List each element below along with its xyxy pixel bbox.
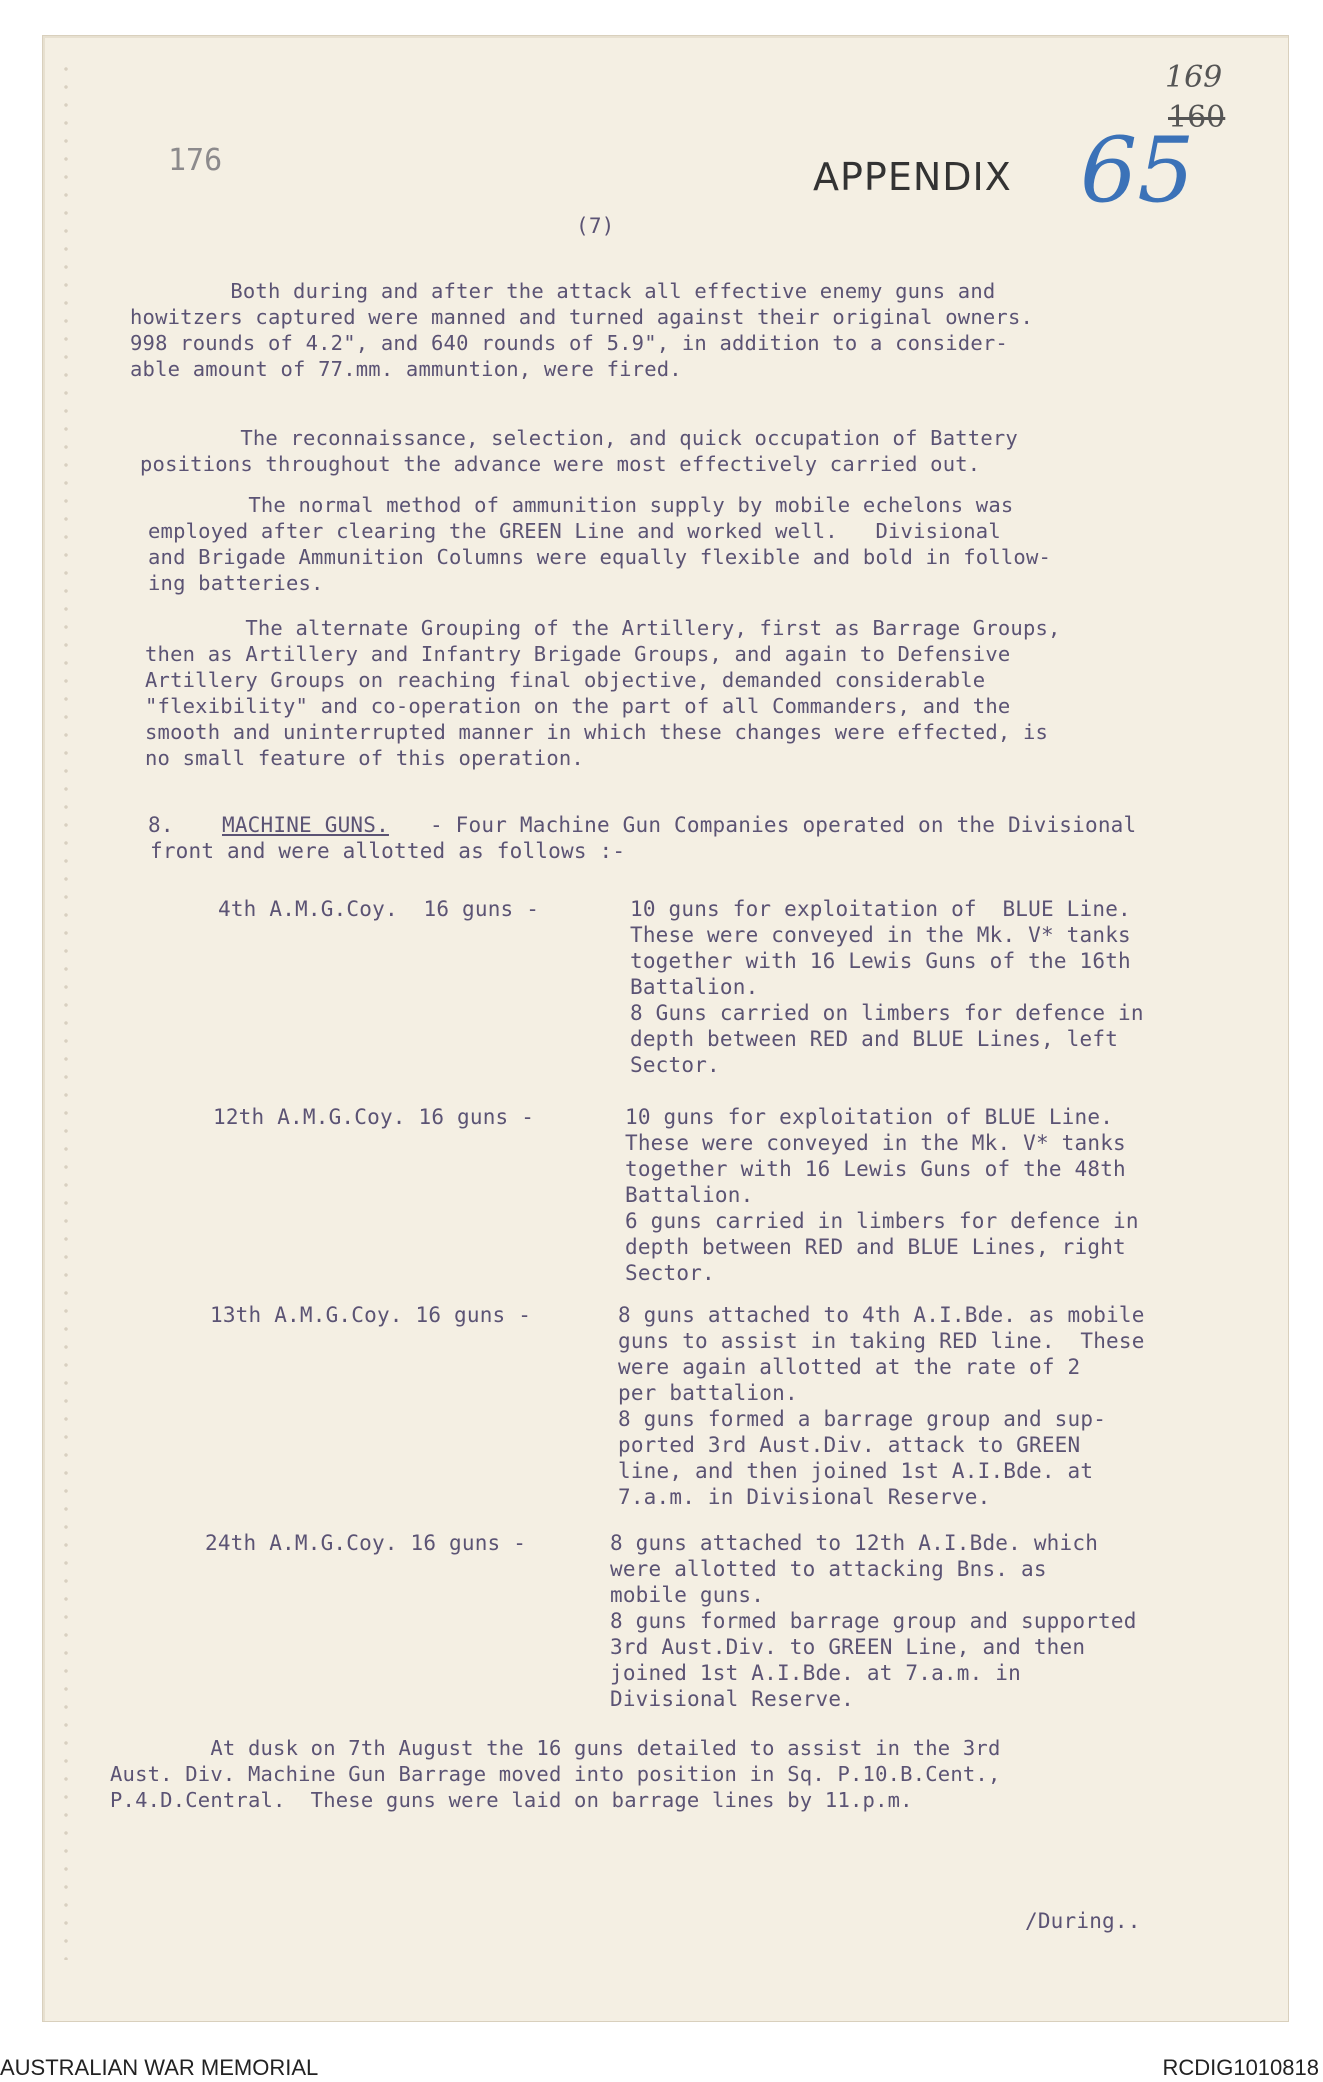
section-number: 8. <box>148 813 174 837</box>
company-12-unit: 12th A.M.G.Coy. 16 guns - <box>213 1105 535 1129</box>
continuation-catchword: /During.. <box>1025 1909 1141 1933</box>
company-12-detail: 10 guns for exploitation of BLUE Line. These were conveyed in the Mk. V* tanks together with 16 Lewis Guns of the 48th Battalion. 6 guns carried in limbers for defence in depth between RED and BLUE Lines, right Sector. <box>625 1105 1139 1285</box>
footer-reference: RCDIG1010818 <box>1162 2055 1319 2080</box>
page-number-old: 160 <box>1168 100 1226 135</box>
company-24-unit: 24th A.M.G.Coy. 16 guns - <box>205 1531 527 1555</box>
stamp-number: 176 <box>168 143 223 178</box>
appendix-label: APPENDIX <box>813 155 1012 199</box>
section-title: MACHINE GUNS. <box>222 813 389 837</box>
paragraph-grouping: The alternate Grouping of the Artillery, first as Barrage Groups, then as Artillery and Infantry Brigade Groups, and again to Defensive Artillery Groups on reaching final objective, demanded considerable "flexibility" and co-operation on the part of all Commanders, and the smooth and uninterrupted manner in which these changes were effected, is no small feature of this operation. <box>145 616 1061 770</box>
company-13-detail: 8 guns attached to 4th A.I.Bde. as mobile guns to assist in taking RED line. These were again allotted at the rate of 2 per battalion. 8 guns formed a barrage group and sup- ported 3rd Aust.Div. attack to GREEN line, and then joined 1st A.I.Bde. at 7.a.m. in Divisional Reserve. <box>618 1303 1145 1509</box>
paragraph-ammunition: The normal method of ammunition supply by mobile echelons was employed after clearing the GREEN Line and worked well. Divisional and Brigade Ammunition Columns were equally flexible and bold in follow- ing batteries. <box>148 493 1052 595</box>
company-24-detail: 8 guns attached to 12th A.I.Bde. which were allotted to attacking Bns. as mobile guns. 8 guns formed barrage group and supported 3rd Aust.Div. to GREEN Line, and then joined 1st A.I.Bde. at 7.a.m. in Divisional Reserve. <box>610 1531 1137 1711</box>
paragraph-reconnaissance: The reconnaissance, selection, and quick occupation of Battery positions throughout the advance were most effectively carried out. <box>140 426 1018 476</box>
closing-paragraph: At dusk on 7th August the 16 guns detailed to assist in the 3rd Aust. Div. Machine Gun Barrage moved into position in Sq. P.10.B.Cent., P.4.D.Central. These guns were laid on barrage lines by 11.p.m. <box>110 1736 1001 1812</box>
section-intro: - Four Machine Gun Companies operated on the Divisional front and were allotted as follows :- <box>150 813 1137 863</box>
section-intro-wrap <box>150 812 1136 864</box>
company-13-unit: 13th A.M.G.Coy. 16 guns - <box>210 1303 532 1327</box>
appendix-number-handwritten: 65 <box>1080 118 1195 223</box>
paragraph-captured-guns: Both during and after the attack all effective enemy guns and howitzers captured were manned and turned against their original owners. 998 rounds of 4.2", and 640 rounds of 5.9", in addition to a consider- able amount of 77.mm. ammuntion, were fired. <box>130 279 1034 381</box>
perforation-edge <box>62 60 70 1960</box>
page-number-new: 169 <box>1165 60 1223 95</box>
page-marker: (7) <box>576 214 615 238</box>
footer-institution: AUSTRALIAN WAR MEMORIAL <box>0 2055 319 2080</box>
company-4-detail: 10 guns for exploitation of BLUE Line. These were conveyed in the Mk. V* tanks together with 16 Lewis Guns of the 16th Battalion. 8 Guns carried on limbers for defence in depth between RED and BLUE Lines, left Sector. <box>630 897 1144 1077</box>
company-4-unit: 4th A.M.G.Coy. 16 guns - <box>218 897 540 921</box>
